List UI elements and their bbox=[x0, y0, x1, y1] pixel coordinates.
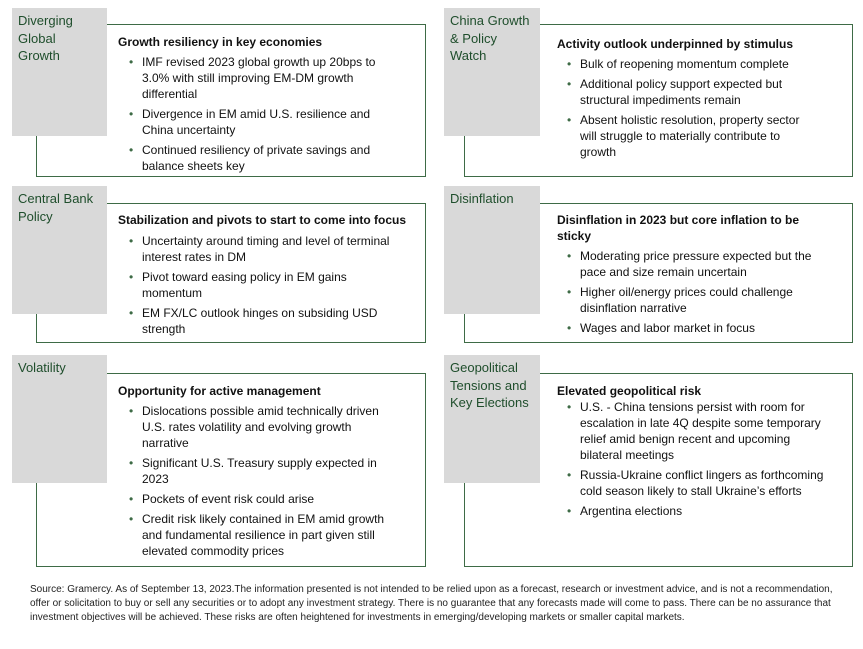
bullet-list bbox=[128, 403, 398, 563]
panel-heading: Disinflation in 2023 but core inflation to be sticky bbox=[557, 213, 800, 243]
list-item: • Bulk of reopening momentum complete bbox=[566, 56, 816, 72]
panel-category-label: Geopolitical Tensions and Key Elections bbox=[444, 355, 540, 483]
list-item: • Uncertainty around timing and level of terminal interest rates in DM bbox=[128, 233, 390, 265]
list-item: • Dislocations possible amid technically driven U.S. rates volatility and evolving growth narrative bbox=[128, 403, 398, 451]
list-item: • Significant U.S. Treasury supply expected in 2023 bbox=[128, 455, 398, 487]
bullet-list bbox=[566, 248, 831, 340]
bullet-list bbox=[128, 54, 398, 178]
panel-category-label: Volatility bbox=[12, 355, 107, 483]
list-item: • Additional policy support expected but structural impediments remain bbox=[566, 76, 816, 108]
panel-category-label: Central Bank Policy bbox=[12, 186, 107, 314]
list-item: • Absent holistic resolution, property sector will struggle to materially contribute to growth bbox=[566, 112, 816, 160]
panel-category-label: China Growth & Policy Watch bbox=[444, 8, 540, 136]
list-item: • EM FX/LC outlook hinges on subsiding USD strength bbox=[128, 305, 390, 337]
panel-category-label: Disinflation bbox=[444, 186, 540, 314]
source-disclaimer: Source: Gramercy. As of September 13, 2023.The information presented is not intended to be relied upon as a forecast, research or investment advice, and is not a recommendation, offer or solicitation to buy or sell any securities or to adopt any investment strategy. There is no guarantee that any forecasts made will come to pass. There can be no assurance that investment objectives will be achieved. These risks are often heightened for investments in emerging/developing markets or smaller capital markets. bbox=[30, 584, 833, 623]
list-item: • Continued resiliency of private savings and balance sheets key bbox=[128, 142, 398, 174]
list-item: • Higher oil/energy prices could challenge disinflation narrative bbox=[566, 284, 831, 316]
panel-heading: Activity outlook underpinned by stimulus bbox=[557, 37, 794, 51]
list-item: • Pivot toward easing policy in EM gains momentum bbox=[128, 269, 390, 301]
list-item: • Moderating price pressure expected but the pace and size remain uncertain bbox=[566, 248, 831, 280]
list-item: • Credit risk likely contained in EM amid growth and fundamental resilience in part given still elevated commodity prices bbox=[128, 511, 398, 559]
bullet-list bbox=[128, 233, 390, 341]
list-item: • Divergence in EM amid U.S. resilience and China uncertainty bbox=[128, 106, 398, 138]
panel-heading: Elevated geopolitical risk bbox=[557, 384, 702, 398]
bullet-list bbox=[566, 56, 816, 164]
list-item: • Wages and labor market in focus bbox=[566, 320, 831, 336]
list-item: • Argentina elections bbox=[566, 503, 834, 519]
list-item: • U.S. - China tensions persist with room for escalation in late 4Q despite some temporary relief amid benign recent and upcoming bilateral meetings bbox=[566, 399, 834, 463]
panel-heading: Opportunity for active management bbox=[118, 384, 321, 398]
list-item: • IMF revised 2023 global growth up 20bps to 3.0% with still improving EM-DM growth differential bbox=[128, 54, 398, 102]
bullet-list bbox=[566, 399, 834, 523]
panel-heading: Growth resiliency in key economies bbox=[118, 35, 323, 49]
list-item: • Pockets of event risk could arise bbox=[128, 491, 398, 507]
panel-category-label: Diverging Global Growth bbox=[12, 8, 107, 136]
list-item: • Russia-Ukraine conflict lingers as forthcoming cold season likely to stall Ukraine’s efforts bbox=[566, 467, 834, 499]
panel-heading: Stabilization and pivots to start to come into focus bbox=[118, 213, 407, 227]
